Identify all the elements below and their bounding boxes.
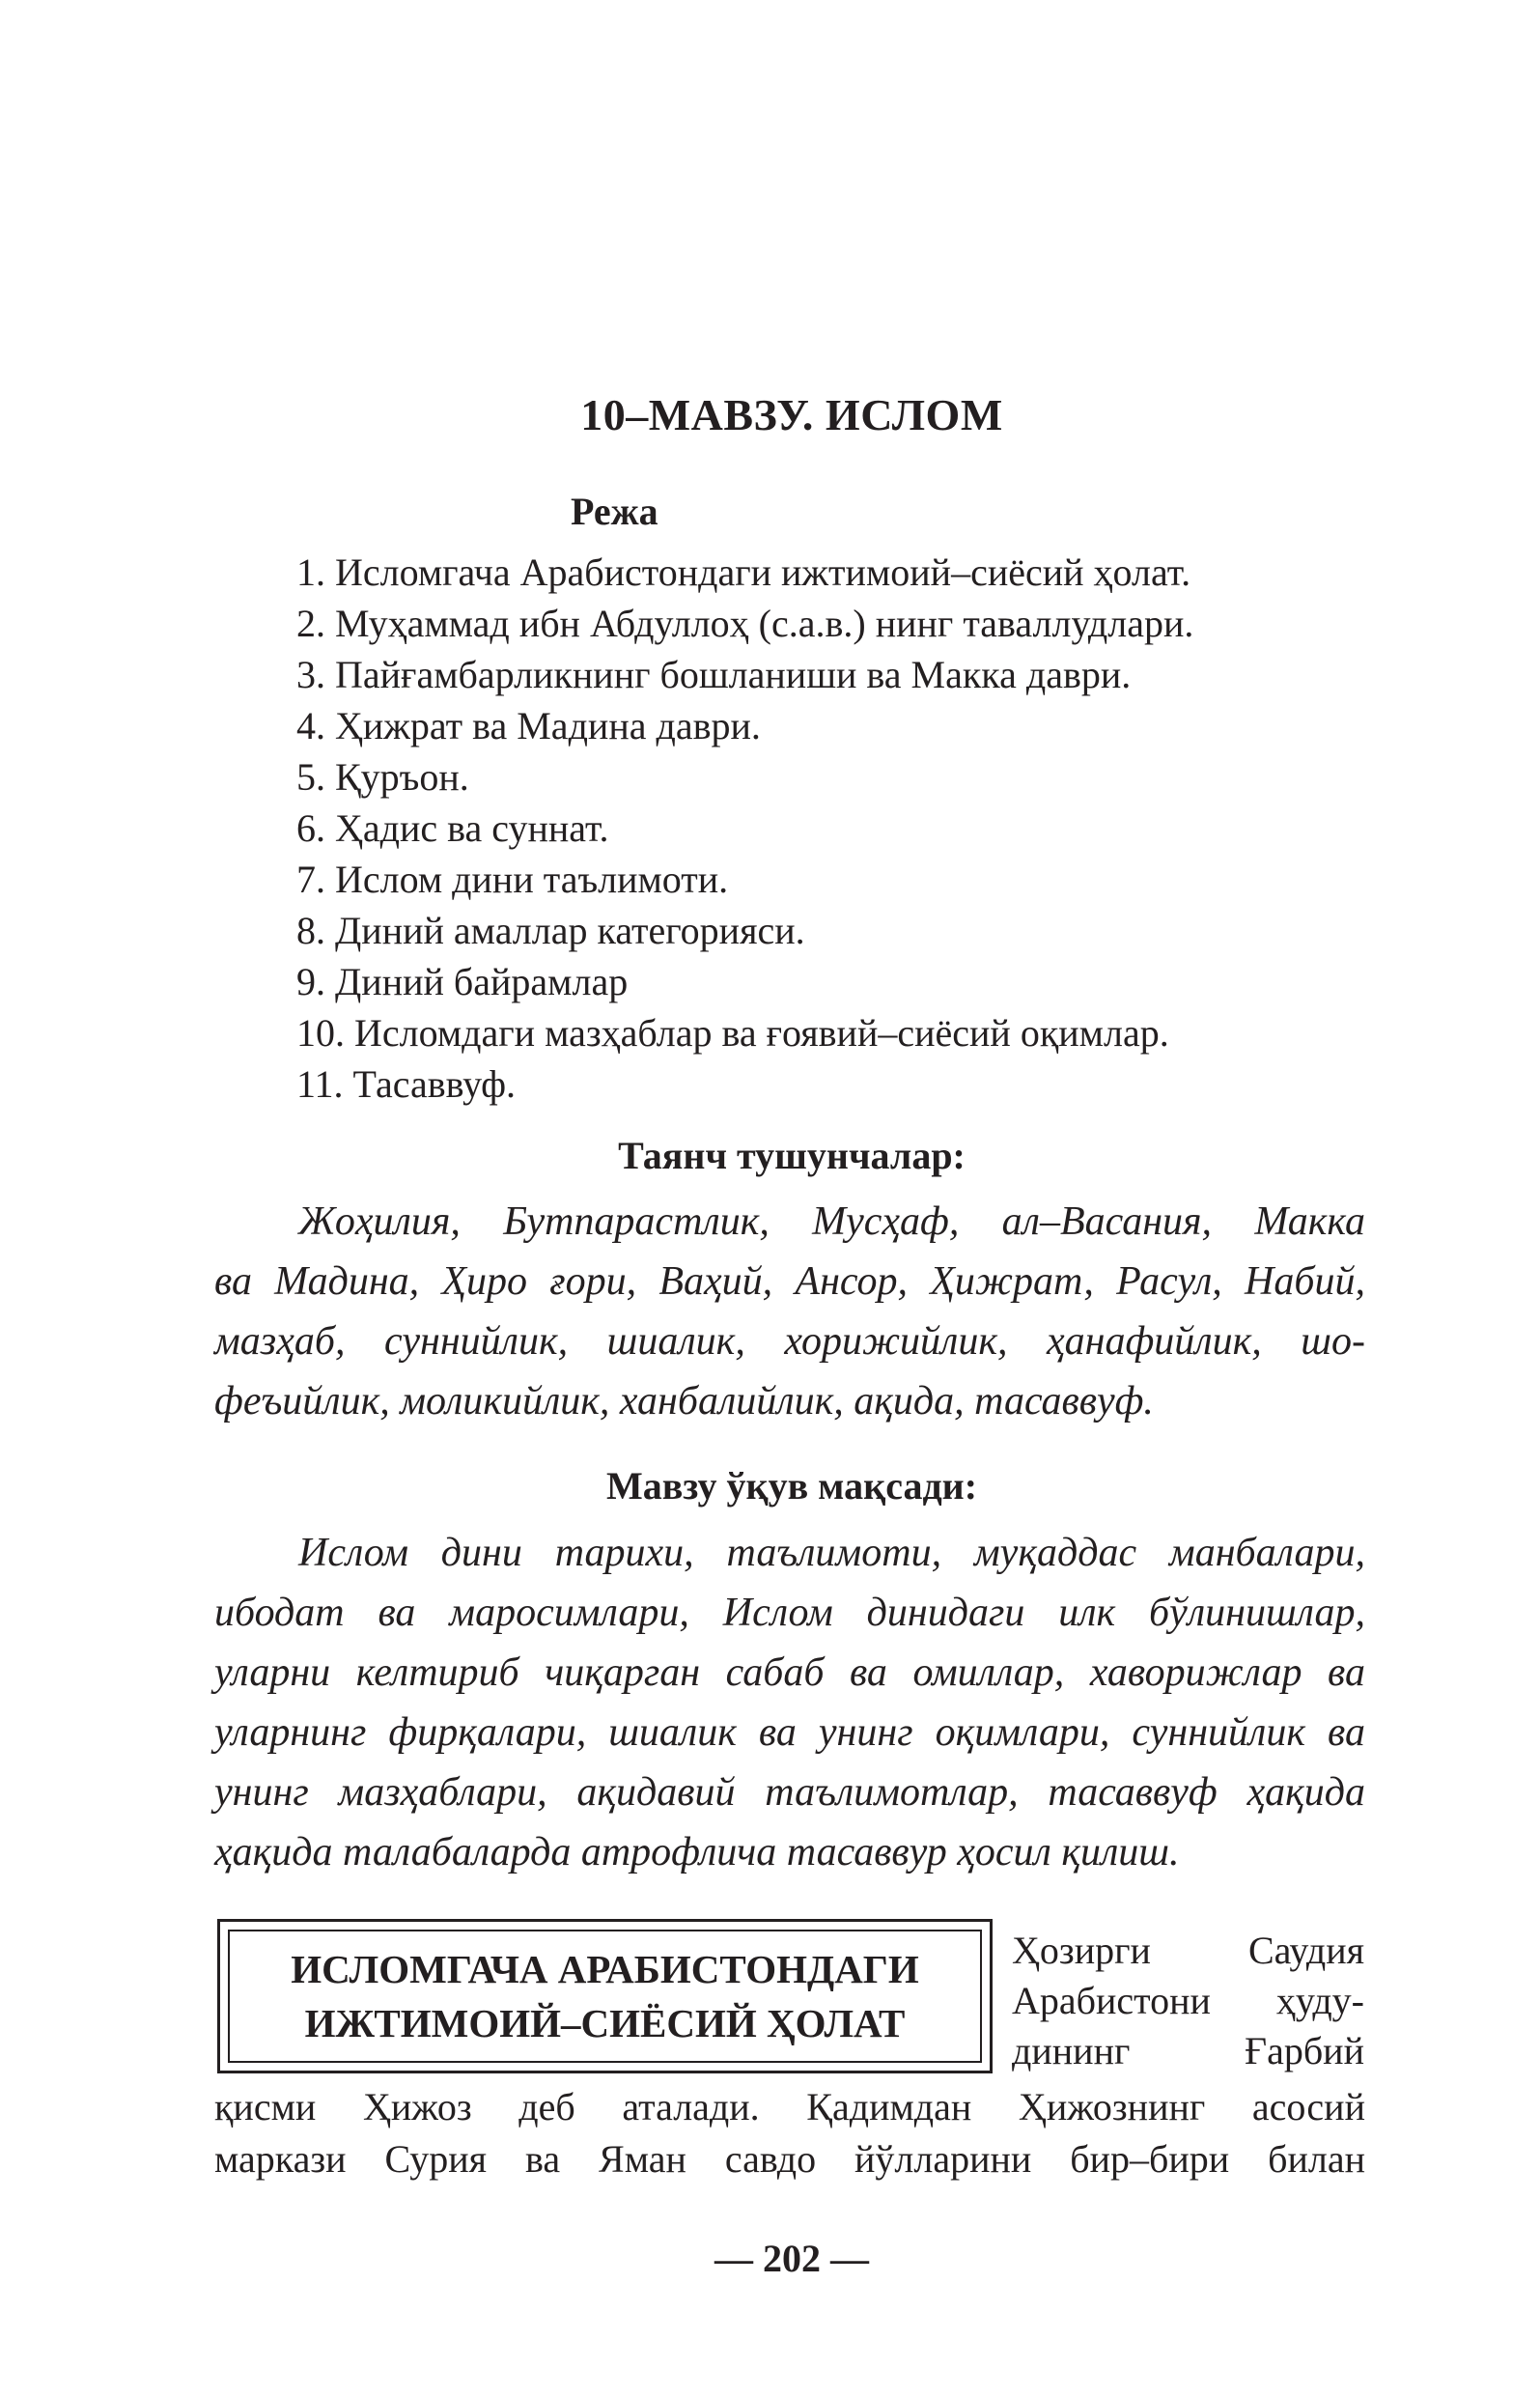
section-side-text xyxy=(1012,1926,1364,2076)
plan-item: 10. Исломдаги мазҳаблар ва ғоявий–сиёсий оқимлар. xyxy=(296,1011,1169,1055)
page-number: — 202 — xyxy=(714,2237,869,2280)
plan-item: 8. Диний амаллар категорияси. xyxy=(296,909,805,952)
key-concepts-heading: Таянч тушунчалар: xyxy=(618,1134,966,1177)
text-line: мазҳаб, суннийлик, шиалик, хорижийлик, ҳанафийлик, шо- xyxy=(214,1319,1365,1364)
plan-item: 4. Ҳижрат ва Мадина даври. xyxy=(296,704,761,747)
plan-item: 9. Диний байрамлар xyxy=(296,960,629,1003)
topic-title: 10–МАВЗУ. ИСЛОМ xyxy=(580,390,1003,439)
text-line: Арабистони ҳуду- xyxy=(1012,1979,1364,2022)
plan-item: 7. Ислом дини таълимоти. xyxy=(296,858,729,901)
section-title-line: ИЖТИМОИЙ–СИЁСИЙ ҲОЛАТ xyxy=(304,2001,906,2045)
section-body-text xyxy=(214,2081,1365,2185)
text-line: унинг мазҳаблари, ақидавий таълимотлар, тасаввуф ҳақида xyxy=(214,1770,1365,1815)
study-goal-text xyxy=(214,1523,1365,1882)
text-line: ибодат ва маросимлари, Ислом динидаги илк бўлинишлар, xyxy=(214,1591,1365,1635)
section-title-line: ИСЛОМГАЧА АРАБИСТОНДАГИ xyxy=(291,1947,919,1991)
section-title xyxy=(228,1930,982,2063)
plan-item: 11. Тасаввуф. xyxy=(296,1062,517,1106)
plan-item: 5. Қуръон. xyxy=(296,755,469,799)
text-line: маркази Сурия ва Яман савдо йўлларини бир–бири билан xyxy=(214,2137,1365,2181)
text-line: Жоҳилия, Бутпарастлик, Мусҳаф, ал–Васания, Макка xyxy=(298,1199,1365,1244)
text-line: феъийлик, моликийлик, ханбалийлик, ақида, тасаввуф. xyxy=(214,1379,1154,1424)
plan-item: 6. Ҳадис ва суннат. xyxy=(296,806,609,850)
plan-item: 1. Исломгача Арабистондаги ижтимоий–сиёсий ҳолат. xyxy=(296,550,1191,594)
text-line: Ҳозирги Саудия xyxy=(1012,1929,1364,1972)
plan-item: 2. Муҳаммад ибн Абдуллоҳ (с.а.в.) нинг таваллудлари. xyxy=(296,602,1194,645)
text-line: қисми Ҳижоз деб аталади. Қадимдан Ҳижознинг асосий xyxy=(214,2085,1365,2128)
section-title-box xyxy=(217,1919,993,2073)
text-line: ҳақида талабаларда атрофлича тасаввур ҳосил қилиш. xyxy=(214,1830,1180,1875)
key-concepts-text xyxy=(214,1192,1365,1431)
study-goal-heading: Мавзу ўқув мақсади: xyxy=(605,1464,978,1508)
text-line: уларни келтириб чиқарган сабаб ва омиллар, хаворижлар ва xyxy=(214,1650,1365,1695)
plan-heading: Режа xyxy=(571,490,658,533)
text-line: уларнинг фирқалари, шиалик ва унинг оқимлари, суннийлик ва xyxy=(214,1710,1365,1755)
text-line: Ислом дини тарихи, таълимоти, муқаддас манбалари, xyxy=(298,1531,1365,1575)
plan-item: 3. Пайғамбарликнинг бошланиши ва Макка даври. xyxy=(296,653,1132,696)
text-line: дининг Ғарбий xyxy=(1012,2029,1364,2072)
text-line: ва Мадина, Ҳиро ғори, Ваҳий, Ансор, Ҳижрат, Расул, Набий, xyxy=(214,1259,1365,1304)
plan-list xyxy=(296,547,1193,1110)
